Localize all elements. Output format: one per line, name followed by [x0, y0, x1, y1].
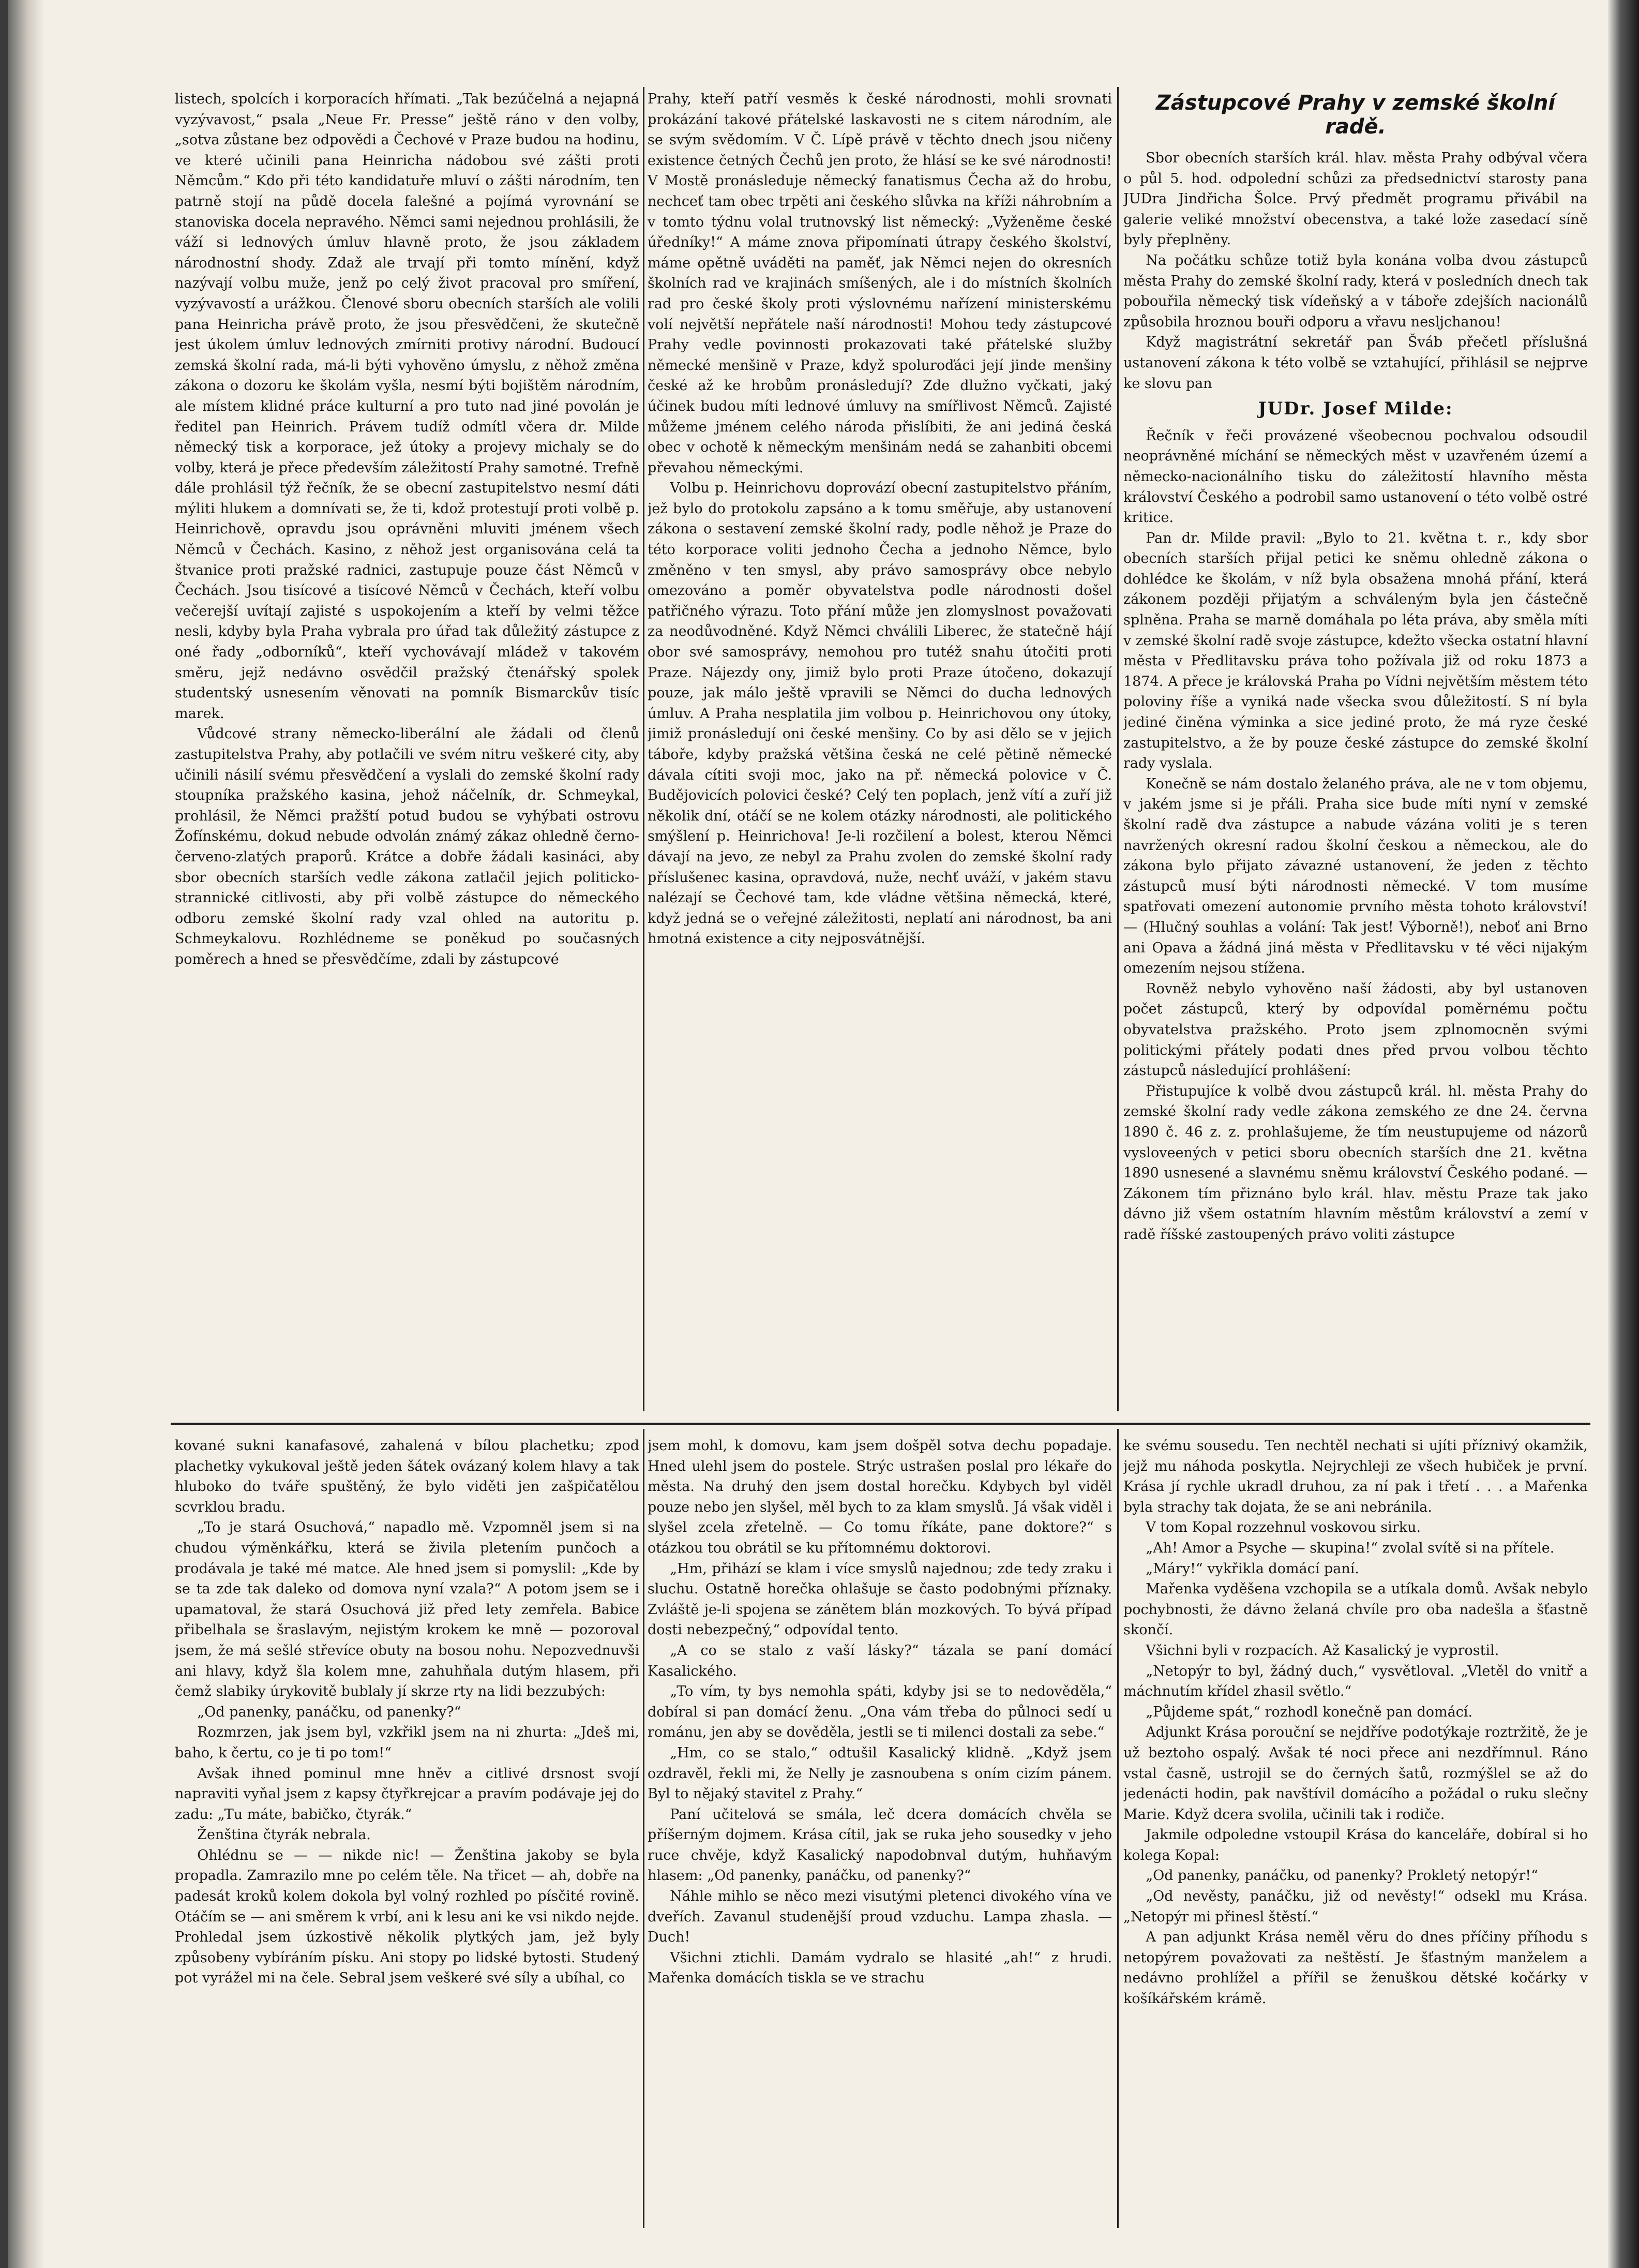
column-rule-top-2 — [1117, 87, 1119, 1411]
article-column-2 — [648, 89, 1112, 1411]
feuilleton-column-3 — [1123, 1436, 1588, 2227]
feuilleton-paragraph: „To vím, ty bys nemohla spáti, kdyby jsi se to nedověděla,“ dobíral si pan domácí ženu. „Ona vám třeba do půlnoci sedí u románu, jen aby se dověděla, jestli se ti milenci dostali za sebe.“ — [648, 1683, 1112, 1741]
feuilleton-paragraph: „A co se stalo z vaší lásky?“ tázala se paní domácí Kasalického. — [648, 1642, 1112, 1679]
scan-binding-shadow — [8, 0, 44, 2268]
feuilleton-paragraph: ke svému sousedu. Ten nechtěl nechati si ujíti příznivý okamžik, jejž mu náhoda poskytla. Nejrychleji ze všech hubiček je první. Krása jí rychle ukradl druhou, za ní pak i třetí . . . a Mařenka byla strachy tak dojata, že se ani nebránila. — [1123, 1438, 1588, 1515]
feuilleton-paragraph: „Od panenky, panáčku, od panenky?“ — [197, 1704, 461, 1720]
section-divider-rule — [171, 1423, 1590, 1425]
report-paragraph: Řečník v řeči provázené všeobecnou pochvalou odsoudil neoprávněné míchání se německých měst v uzavřeném území a německo-nacionálního tisku do záležitostí hlavního města království Českého a podrobil samo ustanovení o této volbě ostré kritice. — [1123, 427, 1588, 526]
column-rule-bottom-1 — [643, 1429, 644, 2228]
speaker-name: JUDr. Josef Milde: — [1258, 398, 1453, 420]
report-heading: Zástupcové Prahy v zemské školní radě. — [1155, 91, 1556, 139]
feuilleton-paragraph: „Ah! Amor a Psyche — skupina!“ zvolal svítě si na přítele. — [1146, 1540, 1555, 1556]
feuilleton-paragraph: Ohlédnu se — — nikde nic! — Ženština jakoby se byla propadla. Zamrazilo mne po celém těle. Na třicet — ah, dobře na padesát kroků kolem dokola byl volný rozhled po písčité rovině. Otáčím se — ani směrem k vrbí, ani k lesu ani ke vsi nikdo nejde. Prohledal jsem úzkostivě několik plytkých jam, jež byly způsobeny vybíráním písku. Ani stopy po lidské bytosti. Studený pot vyrážel mi na čele. Sebral jsem veškeré své síly a ubíhal, co — [175, 1847, 639, 1987]
feuilleton-paragraph: „Půjdeme spát,“ rozhodl konečně pan domácí. — [1146, 1704, 1473, 1720]
feuilleton-paragraph: Mařenka vyděšena vzchopila se a utíkala domů. Avšak nebylo pochybnosti, že dávno želaná chvíle pro oba nadešla a šťastně skončí. — [1123, 1581, 1588, 1638]
report-paragraph: Na počátku schůze totiž byla konána volba dvou zástupců města Prahy do zemské školní rady, která v posledních dnech tak pobouřila německý tisk vídeňský a v táboře zdejších nacionálů způsobila hroznou bouři odporu a vřavu nesljchanou! — [1123, 252, 1588, 330]
feuilleton-paragraph: „Hm, přihází se klam i více smyslů najednou; zde tedy zraku i sluchu. Ostatně horečka ohlašuje se často podobnými příznaky. Zvláště je-li spojena se zánětem blán mozkových. To bývá případ dosti nebezpečný,“ odpovídal tento. — [648, 1560, 1112, 1638]
feuilleton-paragraph: Všichni ztichli. Damám vydralo se hlasité „ah!“ z hrudi. Mařenka domácích tiskla se ve strachu — [648, 1949, 1112, 1987]
report-paragraph: Když magistrátní sekretář pan Šváb přečetl příslušná ustanovení zákona k této volbě se vztahující, přihlásil se nejprve ke slovu pan — [1123, 334, 1588, 392]
feuilleton-paragraph: „Od panenky, panáčku, od panenky? Prokletý netopýr!“ — [1146, 1868, 1538, 1884]
feuilleton-paragraph: Rozmrzen, jak jsem byl, vzkřikl jsem na ni zhurta: „Jdeš mi, baho, k čertu, co je ti po tom!“ — [175, 1724, 639, 1761]
report-paragraph: Přistupujíce k volbě dvou zástupců král. hl. města Prahy do zemské školní rady vedle zákona zemského ze dne 24. června 1890 č. 46 z. z. prohlašujeme, že tím neustupujeme od názorů vysloveených v petici sboru obecních starších dne 21. května 1890 usnesené a slavnému sněmu království Českého podané. — Zákonem tím přiznáno bylo král. hlav. městu Praze tak jako dávno již všem ostatním hlavním městům království a zemí v radě říšské zastoupených právo voliti zástupce — [1123, 1083, 1588, 1243]
feuilleton-paragraph: Avšak ihned pominul mne hněv a citlivé drsnost svojí napraviti vyňal jsem z kapsy čtyřkrejcar a pravím podávaje jej do zadu: „Tu máte, babičko, čtyrák.“ — [175, 1765, 639, 1823]
feuilleton-column-1 — [175, 1436, 639, 2227]
article-paragraph: listech, spolcích i korporacích hřímati. „Tak bezúčelná a nejapná vyzývavost,“ psala „Neue Fr. Presse“ ještě ráno v den volby, „sotva zůstane bez odpovědi a Čechové v Praze budou na hodinu, ve které učinili pana Heinricha nádobou své zášti proti Němcům.“ Kdo při této kandidatuře mluví o zášti národním, ten patrně stojí na půdě docela falešné a pojímá vyrovnání se stanoviska docela nepravého. Němci sami nejednou prohlásili, že váží si lednových úmluv hlavně proto, že jsou základem národnostní shody. Zdaž ale trvají při tomto mínění, když nazývají volbu muže, jenž po celý život pracoval pro smíření, vyzývavostí a urážkou. Členové sboru obecních starších ale volili pana Heinricha právě proto, že jsou přesvědčeni, že skutečně jest úkolem úmluv lednových zmírniti protivy národní. Budoucí zemská školní rada, má-li býti vyhověno úmyslu, z něhož změna zákona o dozoru ke školám vyšla, nesmí býti bojištěm národním, ale místem klidné práce kulturní a pro tuto nad jiné povolán je ředitel pan Heinrich. Právem tudíž odmítl včera dr. Milde německý tisk a korporace, jež útoky a projevy michaly se do volby, která je přece především záležitostí Prahy samotné. Trefně dále prohlásil týž řečník, že se obecní zastupitelstvo nesmí dáti mýliti hlukem a domnívati se, že ti, kdož protestují proti volbě p. Heinrichově, opravdu jsou oprávněni mluviti jménem všech Němců v Čechách. Kasino, z něhož jest organisována celá ta štvanice proti pražské radnici, zastupuje pouze část Němců v Čechách. Jsou tisícové a tisícové Němců v Čechách, kteří volbu večerejší uvítají zajisté s uspokojením a kteří by velmi těžce nesli, kdyby byla Praha vybrala pro úřad tak důležitý zástupce z oné řady „odborníků“, kteří vychovávají mládež v takovém směru, jejž nedávno osvědčil pražský čtenářský spolek studentský usnesením věnovati na pomník Bismarckův tisíc marek. — [175, 91, 639, 722]
report-paragraph: Pan dr. Milde pravil: „Bylo to 21. května t. r., kdy sbor obecních starších přijal petici ke sněmu ohledně zákona o dohlédce ke školám, v níž byla obsažena mnohá přání, která zákonem později přijatým a schváleným byla jen částečně splněna. Praha se marně domáhala po léta práva, aby směla míti v zemské školní radě svoje zástupce, kdežto všecka ostatní hlavní města v Předlitavsku práva toho požívala již od roku 1873 a 1874. A přece je královská Praha po Vídni největším městem této poloviny říše a vyniká nade všecka svou důležitostí. S ní byla jediné činěna výminka a sice jediné proto, že má ryze české zastupitelstvo, a že by pouze české zástupce do zemské školní rady vyslala. — [1123, 530, 1588, 772]
feuilleton-paragraph: jsem mohl, k domovu, kam jsem došpěl sotva dechu popadaje. Hned ulehl jsem do postele. Strýc ustrašen poslal pro lékaře do města. Na druhý den jsem dostal horečku. Kdybych byl viděl pouze nebo jen slyšel, měl bych to za klam smyslů. Já však viděl i slyšel zcela zřetelně. — Co tomu říkáte, pane doktore?“ s otázkou tou obrátil se ku přítomnému doktorovi. — [648, 1438, 1112, 1556]
column-rule-bottom-2 — [1117, 1429, 1119, 2228]
feuilleton-paragraph: V tom Kopal rozzehnul voskovou sirku. — [1146, 1519, 1421, 1536]
feuilleton-paragraph: Paní učitelová se smála, leč dcera domácích chvěla se příšerným dojmem. Krása cítil, jak se ruka jeho sousedky v jeho ruce chvěje, když Kasalický napodobnval dutým, huhňavým hlasem: „Od panenky, panáčku, od panenky?“ — [648, 1806, 1112, 1884]
report-column — [1123, 89, 1588, 1411]
report-paragraph: Rovněž nebylo vyhověno naší žádosti, aby byl ustanoven počet zástupců, který by odpovídal poměrnému počtu obyvatelstva pražského. Proto jsem zplnomocněn svými politickými přátely podati dnes před prvou volbou těchto zástupců následující prohlášení: — [1123, 980, 1588, 1079]
feuilleton-paragraph: „Netopýr to byl, žádný duch,“ vysvětloval. „Vletěl do vnitř a máchnutím křídel zhasil světlo.“ — [1123, 1663, 1588, 1700]
feuilleton-paragraph: Náhle mihlo se něco mezi visutými pletenci divokého vína ve dveřích. Zavanul studenější proud vzduchu. Lampa zhasla. — Duch! — [648, 1888, 1112, 1946]
article-paragraph: Volbu p. Heinrichovu doprovází obecní zastupitelstvo přáním, jež bylo do protokolu zapsáno a k tomu směřuje, aby ustanovení zákona o sestavení zemské školní rady, podle něhož je Praze do této korporace voliti jednoho Čecha a jednoho Němce, bylo změněno v ten smysl, aby právo samosprávy obce nebylo omezováno a poměr obyvatelstva podle národnosti došel patřičného výrazu. Toto přání může jen zlomyslnost považovati za neodůvodněné. Když Němci chválili Liberec, že statečně hájí obor své samosprávy, nemohou pro tutéž snahu útočiti proti Praze. Nájezdy ony, jimiž bylo proti Praze útočeno, dokazují pouze, jak málo ještě vpravili se Němci do ducha lednových úmluv. A Praha nesplatila jim volbou p. Heinrichovou ony útoky, jimiž pronásledují oni české menšiny. Co by asi dělo se v jejich táboře, kdyby pražská většina česká ne celé pětině německé dávala cítiti svoji moc, jako na př. německá polovice v Č. Budějovicích polovici české? Celý ten poplach, jenž vítí a zuří již několik dní, otáčí se ne kolem otázky národnosti, ale politického smýšlení p. Heinrichova! Je-li rozčilení a bolest, kterou Němci dávají na jevo, ze nebyl za Prahu zvolen do zemské školní rady příslušenec kasina, opravdová, nuže, nechť uváží, v jakém stavu nalézají se Čechové tam, kde vládne většina německá, které, když jedná se o veřejné záležitosti, neplatí ani národnost, ba ani hmotná existence a city nejposvátnější. — [648, 480, 1112, 947]
report-paragraph: Konečně se nám dostalo želaného práva, ale ne v tom objemu, v jakém jsme si je přáli. Praha sice bude míti nyní v zemské školní radě dva zástupce a nabude vázána voliti je s teren navržených okresní radou školní českou a německou, ale do zákona bylo přijato závazné ustanovení, že jeden z těchto zástupců musí býti národnosti německé. V tom musíme spatřovati omezení autonomie prvního města tohoto království! — (Hlučný souhlas a volání: Tak jest! Výborně!), neboť ani Brno ani Opava a žádná jiná města v Předlitavsku v té věci nijakým omezením nejsou stížena. — [1123, 775, 1588, 977]
feuilleton-column-2 — [648, 1436, 1112, 2227]
feuilleton-paragraph: A pan adjunkt Krása neměl věru do dnes příčiny příhodu s netopýrem považovati za neštěstí. Je šťastným manželem a nedávno prohlížel a přířil se ženuškou dětské kočárky v košíkářském krámě. — [1123, 1929, 1588, 2007]
report-paragraph: Sbor obecních starších král. hlav. města Prahy odbýval včera o půl 5. hod. odpolední schůzi za předsednictví starosty pana JUDra Jindřicha Šolce. Prvý předmět programu přivábil na galerie veliké množství obecenstva, a také lože zasedací síně byly přeplněny. — [1123, 150, 1588, 248]
scan-edge-shadow — [1608, 0, 1639, 2268]
feuilleton-paragraph: „To je stará Osuchová,“ napadlo mě. Vzpomněl jsem si na chudou výměnkářku, která se živila pletením punčoch a prodávala je také mé matce. Ale hned jsem si pomyslil: „Kde by se ta zde tak daleko od domova nyní vzala?“ A potom jsem se i upamatoval, že stará Osuchová již před lety zemřela. Babice přibelhala se šraslavým, nejistým krokem ke mně — pozoroval jsem, že má sešlé střevíce obuty na bosou nohu. Nepozvednuvši ani hlavy, když šla kolem mne, zahuhňala dutým hlasem, při čemž slabiky úrykovitě bublaly jí skrze rty na lidi bezzubých: — [175, 1519, 639, 1700]
feuilleton-paragraph: „Hm, co se stalo,“ odtušil Kasalický klidně. „Když jsem ozdravěl, řekli mi, že Nelly je zasnoubena s oním cizím pánem. Byl to nějaký stavitel z Prahy.“ — [648, 1744, 1112, 1802]
feuilleton-paragraph: Adjunkt Krása porouční se nejdříve podotýkaje roztržitě, že je už beztoho ospalý. Avšak té noci přece ani nezdřímnul. Ráno vstal časně, ustrojil se do černých šatů, rozmýšlel se až do jedenácti hodin, pak navštívil domácího a požádal o ruku slečny Marie. Když dcera svolila, učinili tak i rodiče. — [1123, 1724, 1588, 1823]
feuilleton-paragraph: „Od nevěsty, panáčku, již od nevěsty!“ odsekl mu Krása. „Netopýr mi přinesl štěstí.“ — [1123, 1888, 1588, 1925]
feuilleton-paragraph: kované sukni kanafasové, zahalená v bílou plachetku; zpod plachetky vykukoval ještě jeden šátek ovázaný kolem hlavy a tak hluboko do tváře spuštěný, že bylo viděti jen zašpičatělou scvrklou bradu. — [175, 1438, 639, 1515]
column-rule-top-1 — [643, 87, 644, 1411]
feuilleton-paragraph: Jakmile odpoledne vstoupil Krása do kanceláře, dobíral si ho kolega Kopal: — [1123, 1827, 1588, 1863]
feuilleton-paragraph: „Máry!“ vykřikla domácí paní. — [1146, 1560, 1359, 1577]
feuilleton-paragraph: Ženština čtyrák nebrala. — [197, 1827, 371, 1843]
article-paragraph: Vůdcové strany německo-liberální ale žádali od členů zastupitelstva Prahy, aby potlačili ve svém nitru veškeré city, aby učinili násilí svému přesvědčení a vyslali do zemské školní rady stoupníka pražského kasina, jehož náčelník, dr. Schmeykal, prohlásil, že Němci pražští potud budou se vyhýbati ostrovu Žofínskému, dokud nebude odvolán známý zákaz ohledně černo-červeno-zlatých praporů. Krátce a dobře žádali kasináci, aby sbor obecních starších vedle zákona zatlačil jejich politicko-strannické citlivosti, aby při volbě zástupce do německého odboru zemské školní rady vzal ohled na autoritu p. Schmeykalovu. Rozhlédneme se poněkud po současných poměrech a hned se přesvědčíme, zdali by zástupcové — [175, 726, 639, 967]
article-paragraph: Prahy, kteří patří vesměs k české národnosti, mohli srovnati prokázání takové přátelské laskavosti ne s citem národním, ale se svým svědomím. V Č. Lípě právě v těchto dnech jsou ničeny existence četných Čechů jen proto, že hlásí se ke své národnosti! V Mostě pronásleduje německý fanatismus Čecha až do hrobu, nechceť tam obec trpěti ani českého slůvka na kříži náhrobním a v tomto týdnu volal trutnovský list německý: „Vyženěme české úředníky!“ A máme znova připomínati útrapy českého školství, máme opětně uváděti na paměť, jak Němci nejen do okresních školních rad ve krajinách smíšených, ale i do místních školních rad pro české školy proti výslovnému nařízení ministerskému volí největší nepřátele naší národnosti! Mohou tedy zástupcové Prahy vedle povinnosti prokazovati také přátelské služby německé menšině v Praze, když spoluroďáci její jinde menšiny české až ke hrobům pronásledují? Zde dlužno vyčkati, jaký účinek budou míti lednové úmluvy na smířlivost Němců. Zajisté můžeme jménem celého národa přislíbiti, že ani jediná česká obec v ochotě k německým menšinám nedá se zahanbiti obcemi převahou německými. — [648, 91, 1112, 476]
article-column-1 — [175, 89, 639, 1411]
feuilleton-paragraph: Všichni byli v rozpacích. Až Kasalický je vyprostil. — [1146, 1642, 1499, 1659]
